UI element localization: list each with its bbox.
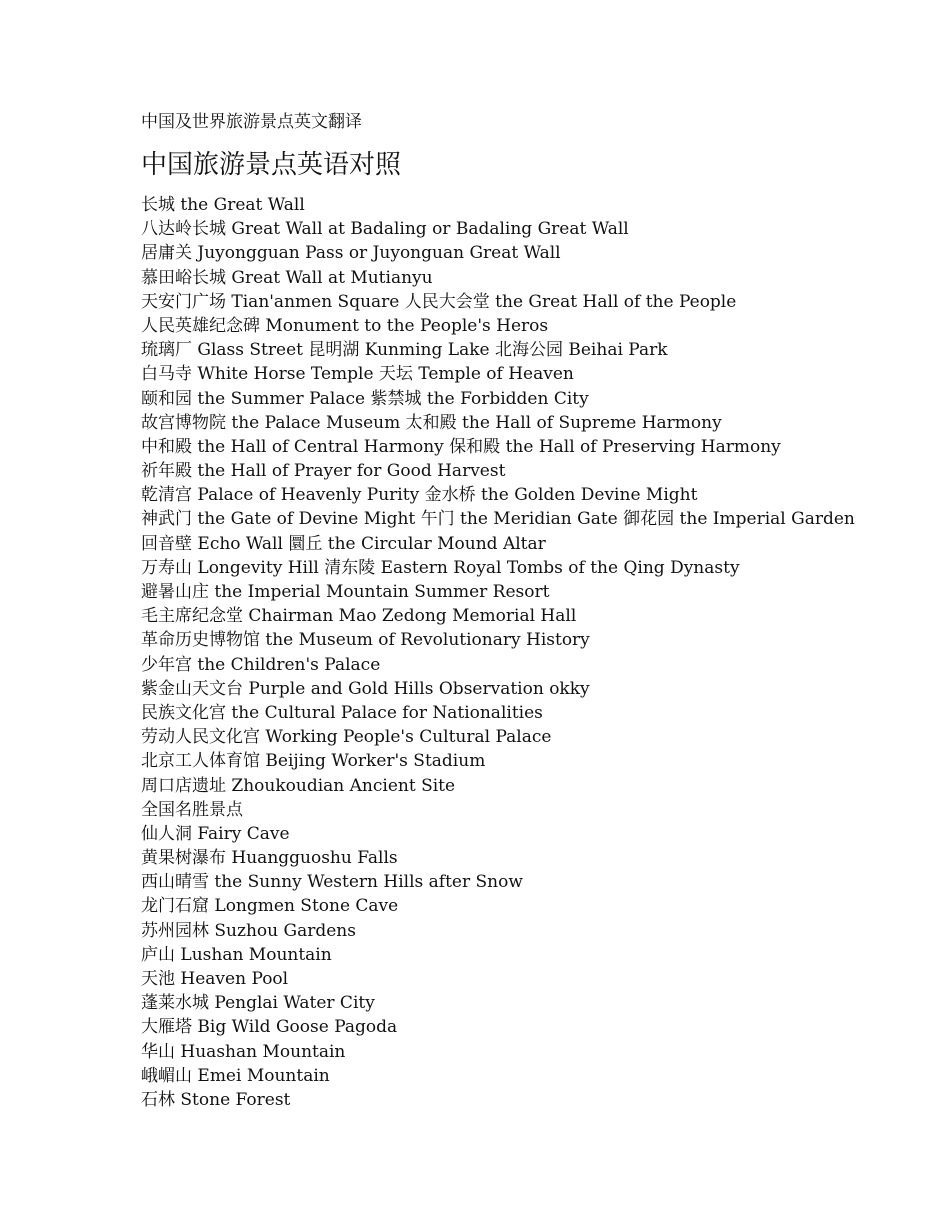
list-item: 蓬莱水城 Penglai Water City (141, 993, 375, 1014)
list-item: 慕田峪长城 Great Wall at Mutianyu (141, 267, 433, 288)
list-item: 华山 Huashan Mountain (141, 1041, 346, 1062)
list-item: 劳动人民文化宫 Working People's Cultural Palace (141, 727, 552, 748)
list-item: 天池 Heaven Pool (141, 969, 289, 989)
list-item: 大雁塔 Big Wild Goose Pagoda (141, 1017, 398, 1038)
list-item: 颐和园 the Summer Palace 紫禁城 the Forbidden City (141, 388, 589, 409)
document-title: 中国旅游景点英语对照 (141, 150, 402, 180)
list-item: 民族文化宫 the Cultural Palace for Nationalities (141, 702, 543, 723)
list-item: 神武门 the Gate of Devine Might 午门 the Meridian Gate 御花园 the Imperial Garden (141, 509, 855, 530)
list-item: 乾清宫 Palace of Heavenly Purity 金水桥 the Golden Devine Might (141, 485, 698, 506)
list-item: 峨嵋山 Emei Mountain (141, 1065, 330, 1086)
list-item: 苏州园林 Suzhou Gardens (141, 920, 356, 941)
list-item: 八达岭长城 Great Wall at Badaling or Badaling Great Wall (141, 219, 629, 240)
list-item: 庐山 Lushan Mountain (141, 944, 332, 965)
list-item: 中和殿 the Hall of Central Harmony 保和殿 the Hall of Preserving Harmony (141, 436, 781, 457)
list-item: 紫金山天文台 Purple and Gold Hills Observation okky (141, 678, 590, 699)
list-item: 回音壁 Echo Wall 圜丘 the Circular Mound Altar (141, 533, 546, 554)
list-item: 白马寺 White Horse Temple 天坛 Temple of Heaven (141, 364, 574, 385)
list-item: 天安门广场 Tian'anmen Square 人民大会堂 the Great Hall of the People (141, 291, 737, 312)
list-item: 少年宫 the Children's Palace (141, 654, 381, 675)
list-item: 居庸关 Juyongguan Pass or Juyonguan Great Wall (141, 243, 561, 264)
list-item: 故宫博物院 the Palace Museum 太和殿 the Hall of Supreme Harmony (141, 412, 722, 433)
list-item: 黄果树瀑布 Huangguoshu Falls (141, 848, 398, 869)
list-item: 毛主席纪念堂 Chairman Mao Zedong Memorial Hall (141, 606, 577, 627)
list-item: 仙人洞 Fairy Cave (141, 823, 290, 844)
list-item: 西山晴雪 the Sunny Western Hills after Snow (141, 872, 523, 893)
list-item: 万寿山 Longevity Hill 清东陵 Eastern Royal Tombs of the Qing Dynasty (141, 557, 740, 578)
list-item: 北京工人体育馆 Beijing Worker's Stadium (141, 751, 486, 772)
list-item: 革命历史博物馆 the Museum of Revolutionary History (141, 630, 590, 651)
list-item: 周口店遗址 Zhoukoudian Ancient Site (141, 775, 456, 796)
list-item: 避暑山庄 the Imperial Mountain Summer Resort (141, 582, 550, 602)
list-item: 琉璃厂 Glass Street 昆明湖 Kunming Lake 北海公园 Beihai Park (141, 340, 668, 361)
document-subtitle: 中国及世界旅游景点英文翻译 (141, 112, 362, 132)
list-item: 祈年殿 the Hall of Prayer for Good Harvest (141, 461, 506, 482)
list-item: 石林 Stone Forest (141, 1089, 291, 1110)
list-item: 全国名胜景点 (141, 799, 243, 820)
list-item: 人民英雄纪念碑 Monument to the People's Heros (141, 315, 549, 336)
list-item: 龙门石窟 Longmen Stone Cave (141, 896, 399, 917)
list-item: 长城 the Great Wall (141, 195, 305, 215)
entry-list (141, 193, 855, 1112)
